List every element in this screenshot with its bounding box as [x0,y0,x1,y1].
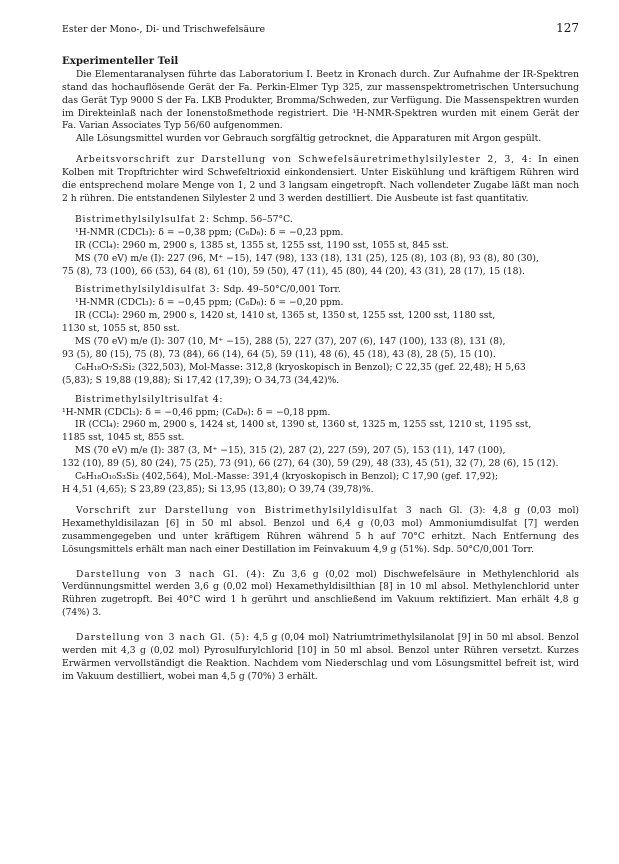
compound-2-nmr: ¹H-NMR (CDCl₃): δ = −0,38 ppm; (C₆D₆): δ = −0,23 ppm. [75,226,344,238]
procedure-3-text: nach Gl. (3): 4,8 g (0,03 mol) Hexamethyldisilazan [6] in 50 ml absol. Benzol und 6,4 g (0,03 mol) Ammoniumdisulfat [7] werden zusammengegeben und unter kräftigem Rühren während 5 h auf 70°C erhitzt. Nach Entfernung des Lösungsmittels erhält man nach einer Destillation im Feinvakuum 4,9 g (51%). Sdp. 50°C/0,001 Torr. [62,504,579,555]
procedure-gl4-paragraph [62,569,579,621]
compound-4-block [62,394,579,497]
compound-3-heading [62,284,579,297]
compound-4-ms: MS (70 eV) m/e (I): 387 (3, M⁺ −15), 315 (2), 287 (2), 227 (59), 207 (5), 153 (11), 147 (100), [75,445,506,457]
procedure-3-paragraph [62,505,579,557]
general-procedure-title: Arbeitsvorschrift zur Darstellung von Schwefelsäuretrimethylsilylester 2, 3, 4: [76,154,533,166]
compound-3-title: Bistrimethylsilyldisulfat 3: [75,284,221,296]
running-title: Ester der Mono-, Di- und Trischwefelsäure [62,24,266,35]
compound-4-heading [62,394,579,407]
compound-3-ms: MS (70 eV) m/e (I): 307 (10, M⁺ −15), 288 (5), 227 (37), 207 (6), 147 (100), 133 (8), 131 (8), [75,336,506,348]
compound-2-block [62,214,579,279]
compound-3-analysis: C₆H₁₈O₇S₂Si₂ (322,503), Mol-Masse: 312,8 (kryoskopisch in Benzol); C 22,35 (gef. 22,48); H 5,63 [75,361,526,373]
general-procedure-paragraph [62,154,579,206]
compound-2-property: Schmp. 56–57°C. [212,213,293,225]
section-heading-experimental: Experimenteller Teil [62,54,179,67]
procedure-gl4-text: Zu 3,6 g (0,02 mol) Dischwefelsäure in Methylenchlorid als Verdünnungsmittel werden 3,6 g (0,02 mol) Hexamethyldisilthian [8] in 10 ml absol. Methylenchlorid unter Rühren zugetropft. Bei 40°C wird 1 h gerührt und anschließend im Vakuum rektifiziert. Man erhält 4,8 g (74%) 3. [62,568,579,619]
compound-3-ir-continued: 1130 st, 1055 st, 850 sst. [62,323,180,335]
compound-3-analysis-continued: (5,83); S 19,88 (19,88); Si 17,42 (17,39); O 34,73 (34,42)%. [62,374,340,386]
procedure-gl5-paragraph [62,632,579,684]
compound-4-ms-continued: 132 (10), 89 (5), 80 (24), 75 (25), 73 (91), 66 (27), 64 (30), 59 (29), 48 (33), 45 (51), 32 (7), 28 (6), 15 (12). [62,458,559,470]
compound-4-analysis-continued: H 4,51 (4,65); S 23,89 (23,85); Si 13,95 (13,80); O 39,74 (39,78)%. [62,484,374,495]
compound-2-ir: IR (CCl₄): 2960 m, 2900 s, 1385 st, 1355 st, 1255 sst, 1190 sst, 1055 st, 845 sst. [75,239,449,251]
compound-2-title: Bistrimethylsilylsulfat 2: [75,213,210,225]
compound-3-property: Sdp. 49–50°C/0,001 Torr. [223,284,341,296]
solvent-note-paragraph: Alle Lösungsmittel wurden vor Gebrauch sorgfältig getrocknet, die Apparaturen mit Argon gespült. [76,133,542,145]
compound-4-title: Bistrimethylsilyltrisulfat 4: [75,393,224,405]
procedure-gl4-title: Darstellung von 3 nach Gl. (4): [76,568,266,580]
procedure-gl5-text: 4,5 g (0,04 mol) Natriumtrimethylsilanolat [9] in 50 ml absol. Benzol werden mit 4,3 g (0,02 mol) Pyrosulfurylchlorid [10] in 50 ml absol. Benzol unter Rühren versetzt. Kurzes Erwärmen vervollständigt die Reaktion. Nachdem vom Niederschlag und vom Lösungsmittel befreit ist, wird im Vakuum destilliert, wobei man 4,5 g (70%) 3 erhält. [62,632,579,682]
procedure-3-title: Vorschrift zur Darstellung von Bistrimethylsilyldisulfat 3 [76,504,413,516]
compound-2-ms-continued: 75 (8), 73 (100), 66 (53), 64 (8), 61 (10), 59 (50), 47 (11), 45 (80), 44 (20), 43 (31), 28 (17), 15 (18). [62,265,525,277]
procedure-gl5-title: Darstellung von 3 nach Gl. (5): [76,632,251,644]
compound-3-block [62,284,579,387]
compound-4-ir: IR (CCl₄): 2960 m, 2900 s, 1424 st, 1400 st, 1390 st, 1360 st, 1325 m, 1255 sst, 1210 st, 1195 sst, [75,419,532,431]
compound-4-nmr: ¹H-NMR (CDCl₃): δ = −0,46 ppm; (C₆D₆): δ = −0,18 ppm. [62,406,331,418]
compound-2-ms: MS (70 eV) m/e (I): 227 (96, M⁺ −15), 147 (98), 133 (18), 131 (25), 125 (8), 103 (8), 93 (8), 80 (30), [75,252,539,264]
page-number: 127 [556,21,579,35]
compound-4-analysis: C₆H₁₈O₁₀S₃Si₂ (402,564), Mol.-Masse: 391,4 (kryoskopisch in Benzol); C 17,90 (gef. 17,92); [75,471,499,483]
compound-3-nmr: ¹H-NMR (CDCl₃): δ = −0,45 ppm; (C₆D₆): δ = −0,20 ppm. [75,297,344,309]
running-head [62,22,579,37]
compound-3-ir: IR (CCl₄): 2960 m, 2900 s, 1420 st, 1410 st, 1365 st, 1350 st, 1255 sst, 1200 sst, 1180 sst, [75,310,496,322]
experimental-intro-paragraph: Die Elementaranalysen führte das Laboratorium I. Beetz in Kronach durch. Zur Aufnahme der IR-Spektren stand das hochauflösende Gerät der Fa. Perkin-Elmer Typ 325, zur massenspektrometrischen Untersuchung das Gerät Typ 9000 S der Fa. LKB Produkter, Bromma/Schweden, zur Verfügung. Die Massenspektren wurden im Direkteinlaß nach der Ionenstoßmethode registriert. Die ¹H-NMR-Spektren wurden mit einem Gerät der Fa. Varian Associates Typ 56/60 aufgenommen. [62,68,579,132]
general-procedure-text: In einen Kolben mit Tropftrichter wird Schwefeltrioxid einkondensiert. Unter Eiskühlung und kräftigem Rühren wird die entsprechend molare Menge von 1, 2 und 3 langsam eingetropft. Nach vollendeter Zugabe läßt man noch 2 h rühren. Die entstandenen Silylester 2 und 3 werden destilliert. Die Ausbeute ist fast quantitativ. [62,154,580,204]
compound-4-ir-continued: 1185 sst, 1045 st, 855 sst. [62,432,185,444]
compound-3-ms-continued: 93 (5), 80 (15), 75 (8), 73 (84), 66 (14), 64 (5), 59 (11), 48 (6), 45 (18), 43 (8), 28 (5), 15 (10). [62,348,496,360]
compound-2-heading [62,214,579,227]
